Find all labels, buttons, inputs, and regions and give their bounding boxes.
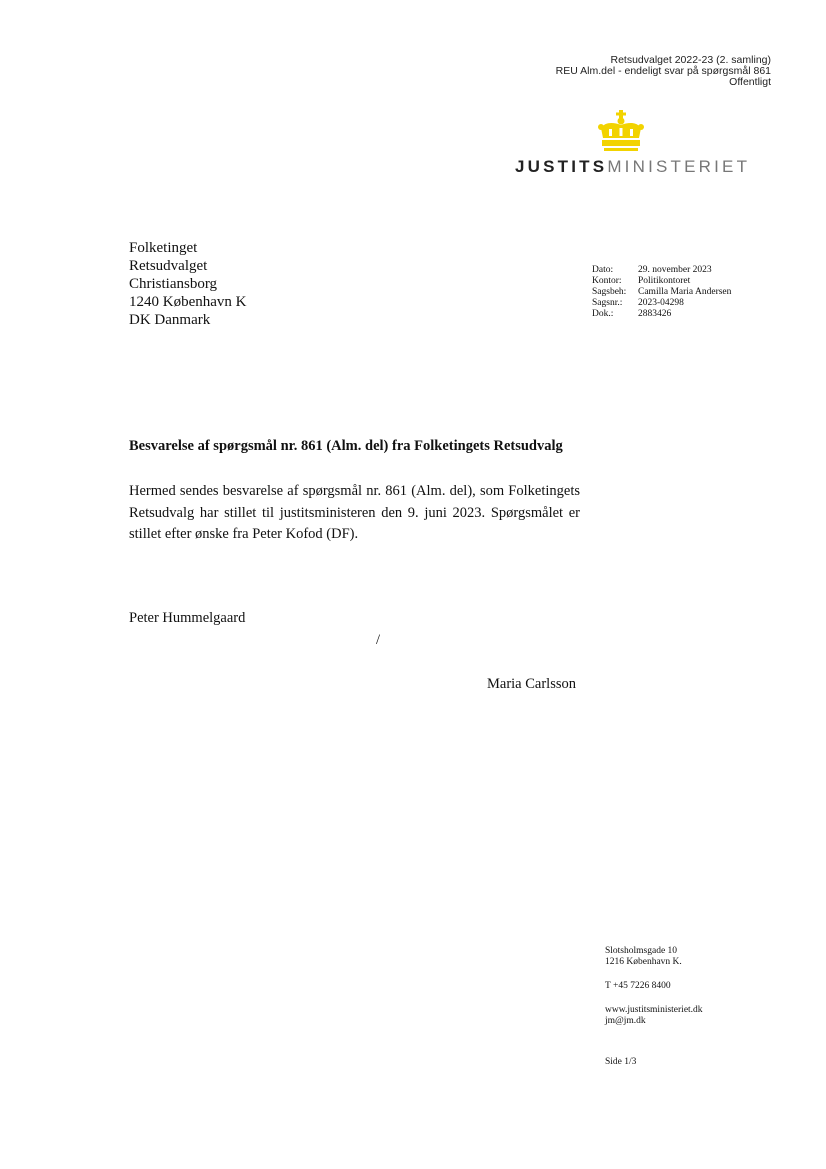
stamp-line-answer: REU Alm.del - endeligt svar på spørgsmål 861 xyxy=(555,65,771,77)
logo-wordmark-ministeriet: MINISTERIET xyxy=(607,157,751,176)
page-number: Side 1/3 xyxy=(605,1057,637,1067)
meta-row-document xyxy=(592,309,731,320)
ministry-contact-footer xyxy=(605,946,703,1027)
meta-row-office xyxy=(592,276,731,287)
meta-key: Kontor: xyxy=(592,276,622,286)
document-stamp xyxy=(556,55,771,88)
letter-heading: Besvarelse af spørgsmål nr. 861 (Alm. del) fra Folketingets Retsudvalg xyxy=(129,438,563,454)
meta-key: Sagsnr.: xyxy=(592,298,623,308)
meta-value: Politikontoret xyxy=(638,276,691,286)
meta-value: Camilla Maria Andersen xyxy=(638,287,732,297)
meta-value: 2883426 xyxy=(638,309,672,319)
meta-row-handler xyxy=(592,287,731,298)
footer-phone: T +45 7226 8400 xyxy=(605,981,671,991)
meta-key: Dok.: xyxy=(592,309,614,319)
meta-row-case-number xyxy=(592,298,731,309)
meta-value: 29. november 2023 xyxy=(638,265,712,275)
logo-wordmark-justits: JUSTITS xyxy=(515,157,608,176)
stamp-line-public: Offentligt xyxy=(729,76,771,88)
letter-body: Hermed sendes besvarelse af spørgsmål nr. 861 (Alm. del), som Folketingets Retsudvalg har stillet til justitsministeren den 9. juni 2023. Spørgsmålet er stillet efter ønske fra Peter Kofod (DF). xyxy=(129,483,580,542)
footer-email: jm@jm.dk xyxy=(605,1016,646,1026)
recipient-line: Retsudvalget xyxy=(129,258,208,274)
meta-key: Dato: xyxy=(592,265,614,275)
footer-address-city: 1216 København K. xyxy=(605,957,682,967)
signature-official: Maria Carlsson xyxy=(487,676,576,692)
signature-minister: Peter Hummelgaard xyxy=(129,610,246,626)
signature-separator: / xyxy=(376,632,381,648)
crown-icon xyxy=(595,110,647,152)
footer-website: www.justitsministeriet.dk xyxy=(605,1005,703,1015)
ministry-logo xyxy=(515,157,750,177)
recipient-line: Folketinget xyxy=(129,240,198,256)
footer-address-street: Slotsholmsgade 10 xyxy=(605,946,678,956)
recipient-line: DK Danmark xyxy=(129,312,211,328)
stamp-line-committee: Retsudvalget 2022-23 (2. samling) xyxy=(610,54,771,66)
meta-row-date xyxy=(592,265,731,276)
recipient-address xyxy=(129,239,246,329)
meta-value: 2023-04298 xyxy=(638,298,684,308)
recipient-line: 1240 København K xyxy=(129,294,247,310)
meta-key: Sagsbeh: xyxy=(592,287,627,297)
recipient-line: Christiansborg xyxy=(129,276,218,292)
case-metadata xyxy=(592,265,731,320)
